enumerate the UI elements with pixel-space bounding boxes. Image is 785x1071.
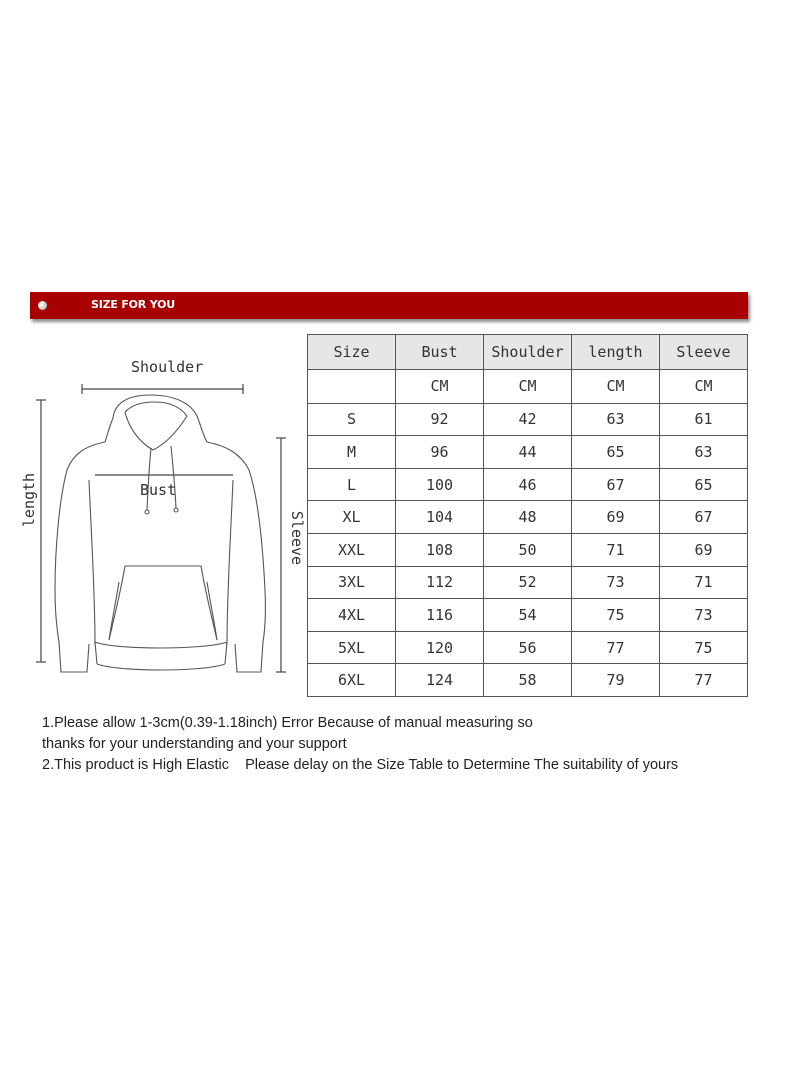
header-bust: Bust	[396, 335, 484, 370]
size-banner	[30, 292, 748, 319]
size-cell: M	[308, 436, 396, 469]
table-cell: 124	[396, 664, 484, 697]
table-cell: 42	[484, 403, 572, 436]
table-row	[308, 468, 748, 501]
table-cell: 75	[660, 631, 748, 664]
size-cell: XXL	[308, 533, 396, 566]
table-cell: 46	[484, 468, 572, 501]
table-cell: 75	[572, 599, 660, 632]
size-cell: XL	[308, 501, 396, 534]
table-row	[308, 566, 748, 599]
hoodie-icon	[15, 350, 305, 690]
table-row	[308, 501, 748, 534]
table-cell: 71	[572, 533, 660, 566]
table-cell: 77	[572, 631, 660, 664]
table-cell: 73	[572, 566, 660, 599]
size-cell: 5XL	[308, 631, 396, 664]
table-row	[308, 533, 748, 566]
table-row	[308, 664, 748, 697]
table-cell: 96	[396, 436, 484, 469]
table-cell: 67	[572, 468, 660, 501]
header-sleeve: Sleeve	[660, 335, 748, 370]
unit-cell: CM	[396, 370, 484, 404]
unit-cell: CM	[660, 370, 748, 404]
table-cell: 73	[660, 599, 748, 632]
table-cell: 104	[396, 501, 484, 534]
notes	[42, 713, 762, 776]
table-cell: 108	[396, 533, 484, 566]
size-table	[307, 334, 748, 697]
table-cell: 120	[396, 631, 484, 664]
size-cell: L	[308, 468, 396, 501]
header-shoulder: Shoulder	[484, 335, 572, 370]
note-line: 2.This product is High Elastic Please delay on the Size Table to Determine The suitability of yours	[42, 757, 679, 773]
size-cell: S	[308, 403, 396, 436]
table-cell: 69	[660, 533, 748, 566]
table-cell: 92	[396, 403, 484, 436]
bullet-icon	[38, 301, 47, 310]
sleeve-label: Sleeve	[288, 510, 306, 566]
bust-label: Bust	[140, 481, 177, 499]
size-cell: 6XL	[308, 664, 396, 697]
table-row	[308, 631, 748, 664]
size-cell: 3XL	[308, 566, 396, 599]
shoulder-label: Shoulder	[131, 358, 204, 376]
table-cell: 116	[396, 599, 484, 632]
table-cell: 112	[396, 566, 484, 599]
table-cell: 63	[660, 436, 748, 469]
table-cell: 56	[484, 631, 572, 664]
table-cell: 50	[484, 533, 572, 566]
table-cell: 48	[484, 501, 572, 534]
table-cell: 54	[484, 599, 572, 632]
table-cell: 65	[660, 468, 748, 501]
table-cell: 58	[484, 664, 572, 697]
table-row	[308, 599, 748, 632]
table-row	[308, 436, 748, 469]
hoodie-illustration	[15, 350, 305, 690]
table-cell: 79	[572, 664, 660, 697]
header-length: length	[572, 335, 660, 370]
table-cell: 67	[660, 501, 748, 534]
table-cell: 77	[660, 664, 748, 697]
banner-title: SIZE FOR YOU	[91, 298, 175, 311]
table-cell: 52	[484, 566, 572, 599]
unit-cell	[308, 370, 396, 404]
table-cell: 65	[572, 436, 660, 469]
table-cell: 63	[572, 403, 660, 436]
table-cell: 69	[572, 501, 660, 534]
length-label: length	[20, 472, 38, 528]
table-cell: 71	[660, 566, 748, 599]
table-cell: 44	[484, 436, 572, 469]
table-cell: 61	[660, 403, 748, 436]
header-row	[308, 335, 748, 370]
note-line: thanks for your understanding and your support	[42, 736, 347, 752]
unit-row	[308, 370, 748, 404]
header-size: Size	[308, 335, 396, 370]
table-cell: 100	[396, 468, 484, 501]
note-line: 1.Please allow 1-3cm(0.39-1.18inch) Error Because of manual measuring so	[42, 715, 533, 731]
unit-cell: CM	[572, 370, 660, 404]
size-cell: 4XL	[308, 599, 396, 632]
unit-cell: CM	[484, 370, 572, 404]
table-row	[308, 403, 748, 436]
